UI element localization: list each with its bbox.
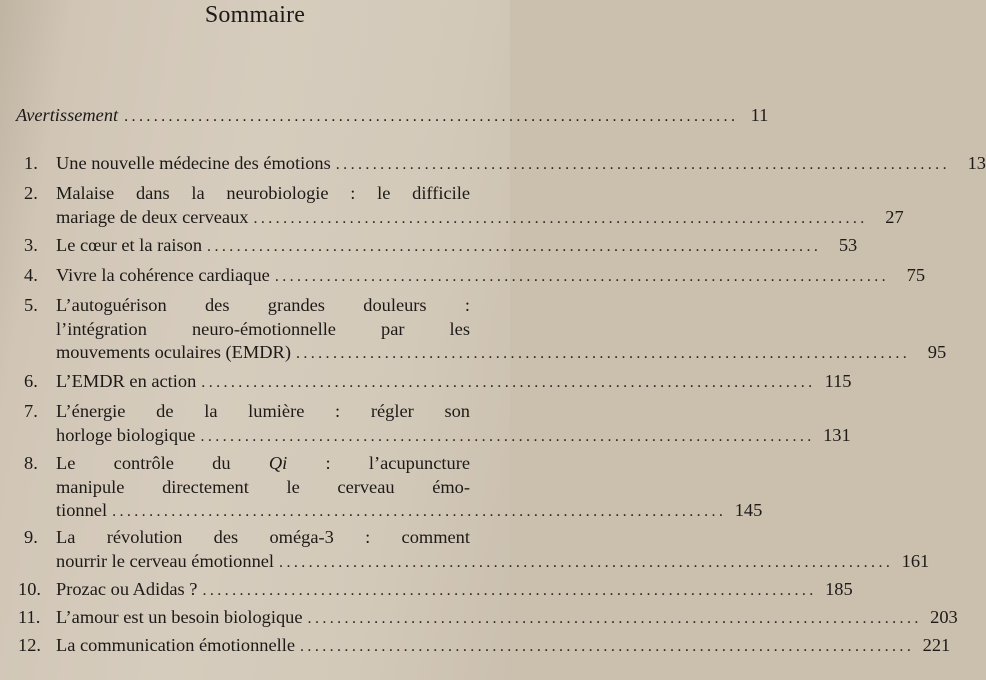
- toc-entry-number: 3.: [24, 235, 38, 255]
- dot-leader: ...................................................................................: [300, 638, 915, 655]
- toc-entry-number: 7.: [24, 401, 38, 421]
- toc-entry-title-line: La révolution des oméga-3 : comment: [56, 527, 470, 547]
- toc-page-number: 27: [885, 206, 904, 227]
- toc-page-number: 131: [823, 424, 851, 445]
- toc-entry-number: 10.: [18, 579, 41, 599]
- toc-entry-title-line: manipule directement le cerveau émo-: [56, 476, 470, 497]
- toc-page-number: 75: [906, 265, 926, 285]
- toc-entry-number: 12.: [18, 635, 41, 655]
- toc-entry-title: mouvements oculaires (EMDR): [56, 342, 291, 362]
- toc-title-segment: Le contrôle du: [56, 453, 269, 473]
- dot-leader: ...................................................................................: [253, 209, 868, 227]
- toc-page-number: 203: [930, 607, 958, 627]
- dot-leader: ...................................................................................: [307, 610, 922, 627]
- toc-entry-number: 1.: [24, 153, 38, 173]
- toc-entry-title-line: [56, 452, 470, 476]
- dot-leader: ...................................................................................: [335, 156, 950, 173]
- toc-page-number: 53: [838, 235, 858, 255]
- dot-leader: ...................................................................................: [200, 427, 815, 445]
- toc-entry-number: 2.: [24, 183, 38, 203]
- toc-entry-title: Avertissement: [16, 105, 119, 125]
- toc-entry-title: mariage de deux cerveaux: [56, 206, 249, 227]
- dot-leader: ...................................................................................: [207, 238, 822, 255]
- toc-entry-title: La communication émotionnelle: [56, 635, 296, 655]
- toc-entry-title: L’EMDR en action: [56, 371, 197, 391]
- toc-entry-title: horloge biologique: [56, 424, 196, 445]
- toc-entry-number: 4.: [24, 265, 38, 285]
- toc-page-number: 161: [901, 550, 930, 571]
- dot-leader: ...................................................................................: [112, 503, 727, 520]
- toc-entry-title: Prozac ou Adidas ?: [56, 579, 198, 599]
- toc-page-number: 115: [824, 371, 852, 391]
- toc-entry-title-line: L’énergie de la lumière : régler son: [56, 401, 470, 421]
- toc-entry-number: 5.: [24, 295, 38, 315]
- toc-title-italic: Qi: [268, 453, 288, 473]
- dot-leader: ...................................................................................: [295, 345, 911, 362]
- toc-entry-number: 8.: [24, 453, 38, 473]
- toc-entry-number: 9.: [24, 527, 38, 547]
- toc-page-number: 11: [750, 105, 769, 125]
- toc-entry-title-line: Malaise dans la neurobiologie : le difficile: [56, 183, 470, 203]
- toc-entry-title: nourrir le cerveau émotionnel: [56, 550, 275, 571]
- toc-entry-title: tionnel: [56, 500, 108, 520]
- dot-leader: ...................................................................................: [274, 268, 890, 285]
- toc-entry-title: L’amour est un besoin biologique: [56, 607, 303, 627]
- toc-entry-title-line: l’intégration neuro-émotionnelle par les: [56, 318, 470, 339]
- toc-entry-number: 11.: [18, 607, 41, 627]
- dot-leader: ...................................................................................: [124, 108, 739, 125]
- toc-page-number: 221: [922, 635, 951, 655]
- toc-page-number: 145: [734, 500, 763, 520]
- toc-page-number: 185: [825, 579, 853, 599]
- toc-entry-title-line: L’autoguérison des grandes douleurs :: [56, 295, 470, 315]
- toc-page-number: 95: [927, 342, 947, 362]
- page-title: Sommaire: [204, 2, 306, 28]
- toc-entry-title: Vivre la cohérence cardiaque: [56, 265, 270, 285]
- toc-title-segment: : l’acupuncture: [287, 453, 470, 473]
- toc-entry-number: 6.: [24, 371, 38, 391]
- toc-entry-title: Une nouvelle médecine des émotions: [56, 153, 331, 173]
- dot-leader: ...................................................................................: [202, 582, 817, 599]
- dot-leader: ...................................................................................: [279, 553, 894, 571]
- dot-leader: ...................................................................................: [201, 374, 816, 391]
- toc-page-number: 13: [967, 153, 986, 173]
- toc-entry-title: Le cœur et la raison: [56, 235, 203, 255]
